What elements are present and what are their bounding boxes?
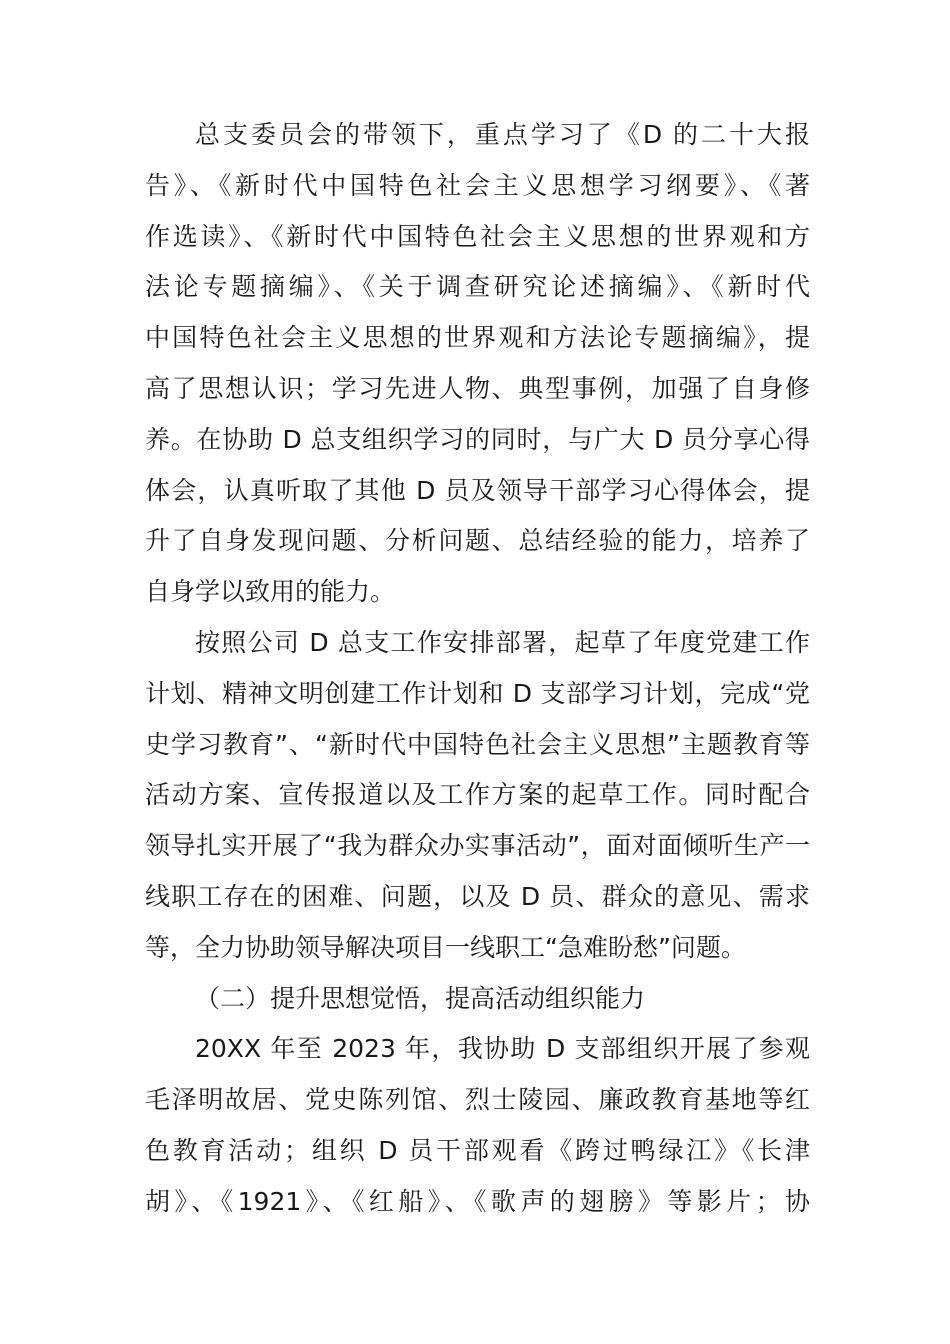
text-line: 养。在协助 D 总支组织学习的同时，与广大 D 员分享心得 <box>145 424 810 454</box>
text-line: 活动方案、宣传报道以及工作方案的起草工作。同时配合 <box>145 780 810 810</box>
text-line: 色教育活动；组织 D 员干部观看《跨过鸭绿江》《长津 <box>145 1135 810 1165</box>
text-line: 线职工存在的困难、问题，以及 D 员、群众的意见、需求 <box>145 881 810 911</box>
text-line: 按照公司 D 总支工作安排部署，起草了年度党建工作 <box>195 627 810 657</box>
text-line: 体会，认真听取了其他 D 员及领导干部学习心得体会，提 <box>145 475 810 505</box>
text-line: 等，全力协助领导解决项目一线职工“急难盼愁”问题。 <box>145 932 746 962</box>
body-text <box>145 110 810 1228</box>
text-line: 告》、《新时代中国特色社会主义思想学习纲要》、《著 <box>145 170 810 200</box>
text-line: 升了自身发现问题、分析问题、总结经验的能力，培养了 <box>145 526 810 556</box>
text-line: 高了思想认识；学习先进人物、典型事例，加强了自身修 <box>145 373 810 403</box>
text-line: 胡》、《1921》、《红船》、《歌声的翅膀》等影片；协 <box>145 1186 810 1216</box>
text-line: 毛泽明故居、党史陈列馆、烈士陵园、廉政教育基地等红 <box>145 1085 810 1115</box>
text-line: 法论专题摘编》、《关于调查研究论述摘编》、《新时代 <box>145 272 810 302</box>
text-line: 史学习教育”、“新时代中国特色社会主义思想”主题教育等 <box>145 729 810 759</box>
text-line: 计划、精神文明创建工作计划和 D 支部学习计划，完成“党 <box>145 678 810 708</box>
text-line: 中国特色社会主义思想的世界观和方法论专题摘编》，提 <box>145 323 810 353</box>
text-line: 自身学以致用的能力。 <box>145 577 396 607</box>
text-line: 总支委员会的带领下，重点学习了《D 的二十大报 <box>195 120 810 149</box>
text-line: 20XX 年至 2023 年，我协助 D 支部组织开展了参观 <box>195 1034 810 1064</box>
section-heading: （二）提升思想觉悟，提高活动组织能力 <box>195 983 646 1013</box>
text-line: 领导扎实开展了“我为群众办实事活动”，面对面倾听生产一 <box>145 831 810 861</box>
text-line: 作选读》、《新时代中国特色社会主义思想的世界观和方 <box>145 221 810 251</box>
